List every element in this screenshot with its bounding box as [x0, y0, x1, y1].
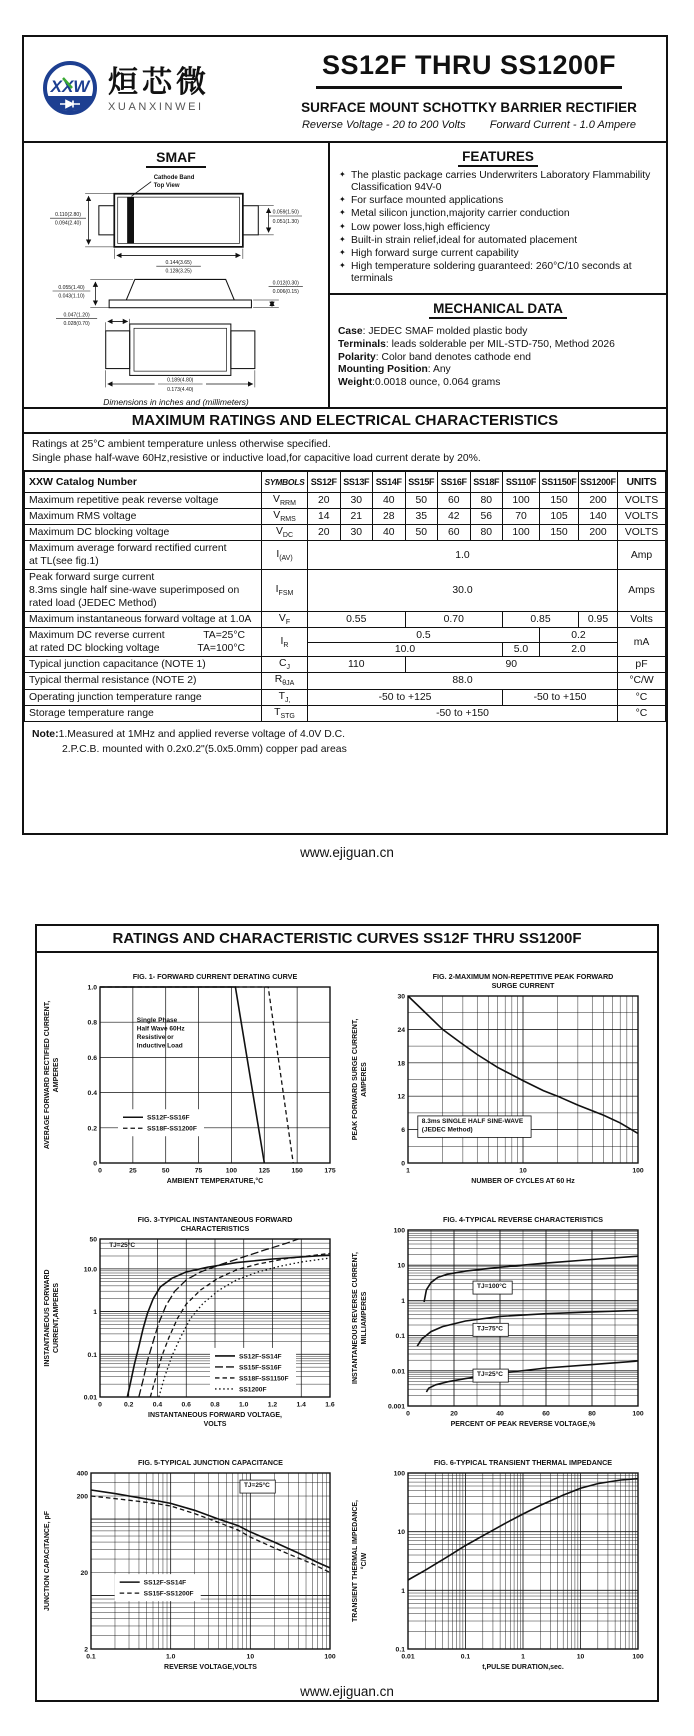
svg-text:°C/W: °C/W: [361, 1552, 368, 1570]
device-header: SS15F: [405, 472, 438, 493]
table-cell: 2.0: [540, 642, 618, 657]
svg-text:Inductive Load: Inductive Load: [136, 1042, 183, 1050]
svg-text:INSTANTANEOUS FORWARD VOLTAGE,: INSTANTANEOUS FORWARD VOLTAGE,: [148, 1412, 282, 1419]
dim-body-width-max: 0.144(3.65): [165, 260, 192, 266]
svg-text:AMPERES: AMPERES: [361, 1062, 368, 1097]
table-cell: 150: [540, 525, 579, 541]
svg-text:TJ=25°C: TJ=25°C: [243, 1482, 270, 1490]
symbols-header: SYMBOLS: [262, 472, 308, 493]
mechanical-data-heading: MECHANICAL DATA: [338, 301, 658, 318]
mechanical-item: Weight:0.0018 ounce, 0.064 grams: [338, 377, 501, 389]
svg-text:0: 0: [406, 1410, 410, 1418]
title-block: [286, 50, 652, 131]
dim-standoff-max: 0.012(0.30): [272, 280, 299, 287]
svg-text:10: 10: [397, 1262, 405, 1270]
figure-6: [348, 1455, 654, 1676]
table-cell: 70: [503, 509, 540, 525]
symbol-cell: $V_{RMS}$: [262, 509, 308, 525]
dim-body-height-max: 0.110(2.80): [55, 212, 81, 218]
unit-cell: °C: [618, 689, 666, 705]
device-header: SS110F: [503, 472, 540, 493]
svg-text:25: 25: [129, 1167, 137, 1175]
svg-text:100: 100: [225, 1167, 238, 1175]
symbol-cell: $T_{J,}$: [262, 689, 308, 705]
svg-text:SS18F-SS1200F: SS18F-SS1200F: [147, 1125, 197, 1133]
figure-4: [348, 1212, 654, 1433]
svg-text:SS12F-SS14F: SS12F-SS14F: [239, 1353, 282, 1361]
feature-item: ✦ Built-in strain relief,ideal for automated placement: [338, 235, 658, 247]
table-header-row: [25, 472, 666, 493]
svg-text:100: 100: [632, 1653, 644, 1661]
feature-item: ✦ For surface mounted applications: [338, 195, 658, 207]
svg-text:SS1200F: SS1200F: [239, 1386, 267, 1394]
page-1: [22, 35, 668, 835]
svg-text:175: 175: [324, 1167, 336, 1175]
table-cell: 60: [438, 525, 471, 541]
svg-text:FIG. 4-TYPICAL REVERSE CHARACT: FIG. 4-TYPICAL REVERSE CHARACTERISTICS: [442, 1215, 604, 1224]
svg-text:100: 100: [393, 1470, 405, 1478]
svg-text:0: 0: [93, 1160, 97, 1168]
dim-side-height-min: 0.043(1.10): [58, 293, 85, 300]
feature-item: ✦ The plastic package carries Underwriters Laboratory Flammability Classification 94V-0: [338, 170, 658, 194]
ratings-table-body: [25, 493, 666, 722]
table-cell: 10.0: [308, 642, 503, 657]
unit-cell: VOLTS: [618, 493, 666, 509]
svg-text:1.0: 1.0: [239, 1401, 249, 1409]
svg-text:30: 30: [397, 993, 405, 1001]
svg-text:100: 100: [632, 1167, 644, 1175]
logo-text: [108, 67, 210, 113]
table-cell: 150: [540, 493, 579, 509]
condition-line-1: Ratings at 25°C ambient temperature unless otherwise specified.: [32, 439, 331, 450]
fig2-chart: [348, 969, 650, 1185]
feature-item: ✦ High temperature soldering guaranteed: 260°C/10 seconds at terminals: [338, 261, 658, 285]
symbol-cell: $I_{FSM}$: [262, 570, 308, 612]
ratings-banner: MAXIMUM RATINGS AND ELECTRICAL CHARACTERISTICS: [24, 407, 666, 434]
table-cell: 1.0: [308, 541, 618, 570]
svg-text:PERCENT OF PEAK REVERSE VOLTAG: PERCENT OF PEAK REVERSE VOLTAGE,%: [450, 1421, 596, 1428]
page2-footer-url: www.ejiguan.cn: [300, 1684, 394, 1699]
forward-current-rating: Forward Current - 1.0 Ampere: [489, 118, 637, 131]
logo-chinese-name: 烜芯微: [108, 66, 210, 100]
mechanical-item: Case: JEDEC SMAF molded plastic body: [338, 325, 528, 337]
svg-text:125: 125: [258, 1167, 270, 1175]
package-and-features: [24, 141, 666, 407]
figure-5: [40, 1455, 346, 1676]
table-row: [25, 525, 666, 541]
svg-text:INSTANTANEOUS REVERSE CURRENT,: INSTANTANEOUS REVERSE CURRENT,: [352, 1252, 359, 1384]
table-cell: 50: [405, 493, 438, 509]
fig5-series: [91, 1496, 330, 1573]
ratings-tagline: [302, 119, 636, 131]
table-cell: 60: [438, 493, 471, 509]
svg-text:0.1: 0.1: [87, 1351, 97, 1359]
notes-section: [24, 722, 666, 833]
svg-text:FIG. 1- FORWARD CURRENT DERATI: FIG. 1- FORWARD CURRENT DERATING CURVE: [132, 972, 298, 981]
svg-text:100: 100: [632, 1410, 644, 1418]
top-view-label: Top View: [153, 182, 180, 189]
parameter-label-cell: Maximum DC blocking voltage: [25, 525, 262, 541]
table-row: [25, 570, 666, 612]
svg-text:20: 20: [80, 1570, 88, 1578]
svg-text:80: 80: [588, 1410, 596, 1418]
svg-text:0.1: 0.1: [460, 1653, 471, 1661]
features-list: [338, 170, 658, 285]
svg-text:8.3ms SINGLE HALF SINE-WAVE: 8.3ms SINGLE HALF SINE-WAVE: [421, 1117, 524, 1125]
mechanical-item: Mounting Position: Any: [338, 364, 451, 376]
svg-text:SURGE CURRENT: SURGE CURRENT: [491, 981, 555, 990]
dim-body-width-min: 0.128(3.25): [165, 268, 192, 275]
page1-footer-url: www.ejiguan.cn: [300, 845, 394, 860]
svg-text:SS12F-SS16F: SS12F-SS16F: [147, 1114, 190, 1122]
table-cell: 40: [373, 525, 406, 541]
svg-text:20: 20: [450, 1410, 458, 1418]
svg-text:TJ=25°C: TJ=25°C: [477, 1371, 503, 1379]
table-cell: 50: [405, 525, 438, 541]
cathode-band-label: Cathode Band: [153, 175, 195, 182]
dim-side-height-max: 0.055(1.40): [58, 284, 85, 291]
parameter-label-cell: Peak forward surge current 8.3ms single half sine-wave superimposed on rated load (JEDEC Method): [25, 570, 262, 612]
table-cell: 140: [579, 509, 618, 525]
svg-text:TJ=25°C: TJ=25°C: [109, 1241, 136, 1249]
table-cell: 21: [340, 509, 373, 525]
svg-text:NUMBER OF CYCLES AT 60 Hz: NUMBER OF CYCLES AT 60 Hz: [471, 1178, 575, 1185]
table-cell: 100: [503, 525, 540, 541]
table-cell: 42: [438, 509, 471, 525]
svg-text:1: 1: [93, 1309, 97, 1317]
table-cell: 35: [405, 509, 438, 525]
feature-item: ✦ Low power loss,high efficiency: [338, 222, 658, 234]
svg-text:REVERSE VOLTAGE,VOLTS: REVERSE VOLTAGE,VOLTS: [164, 1664, 257, 1671]
symbol-cell: $V_{RRM}$: [262, 493, 308, 509]
table-cell: 30: [340, 493, 373, 509]
svg-text:1: 1: [401, 1297, 405, 1305]
note-line-1: Note:1.Measured at 1MHz and applied reverse voltage of 4.0V D.C.: [32, 728, 346, 740]
page-2: [35, 924, 659, 1702]
table-cell: -50 to +150: [308, 705, 618, 721]
figure-2: [348, 969, 654, 1190]
svg-text:0: 0: [401, 1160, 405, 1168]
dim-pad-width-max: 0.047(1.20): [63, 312, 90, 319]
parameter-label-cell: Typical junction capacitance (NOTE 1): [25, 657, 262, 673]
table-cell: 20: [308, 493, 341, 509]
svg-text:1: 1: [521, 1653, 525, 1661]
table-row: [25, 628, 666, 643]
unit-cell: mA: [618, 628, 666, 657]
table-cell: 0.2: [540, 628, 618, 643]
svg-text:PEAK FORWARD SURGE CURRENT,: PEAK FORWARD SURGE CURRENT,: [352, 1018, 359, 1141]
symbol-cell: $V_F$: [262, 612, 308, 628]
unit-cell: VOLTS: [618, 509, 666, 525]
svg-text:0.8: 0.8: [87, 1019, 97, 1027]
fig4-chart: [348, 1212, 650, 1428]
table-row: [25, 657, 666, 673]
svg-text:75: 75: [194, 1167, 203, 1175]
unit-cell: Volts: [618, 612, 666, 628]
svg-text:18: 18: [397, 1060, 405, 1068]
svg-text:6: 6: [401, 1127, 405, 1135]
feature-item: ✦ High forward surge current capability: [338, 248, 658, 260]
svg-text:TJ=75°C: TJ=75°C: [477, 1325, 503, 1333]
svg-text:FIG. 2-MAXIMUM NON-REPETITIVE: FIG. 2-MAXIMUM NON-REPETITIVE PEAK FORWARD: [432, 972, 614, 981]
svg-text:Resistive or: Resistive or: [136, 1034, 174, 1042]
device-header: SS18F: [470, 472, 503, 493]
dim-standoff-min: 0.006(0.15): [272, 289, 299, 296]
svg-text:CURRENT,AMPERES: CURRENT,AMPERES: [53, 1282, 60, 1354]
svg-text:0.8: 0.8: [210, 1401, 220, 1409]
unit-cell: °C/W: [618, 673, 666, 689]
fig1-series: [100, 987, 264, 1163]
table-cell: 80: [470, 493, 503, 509]
table-cell: 0.95: [579, 612, 618, 628]
svg-text:FIG. 5-TYPICAL JUNCTION CAPACI: FIG. 5-TYPICAL JUNCTION CAPACITANCE: [138, 1458, 283, 1467]
device-header: SS1150F: [540, 472, 579, 493]
figure-1: [40, 969, 346, 1190]
catalog-number-header: XXW Catalog Number: [25, 472, 262, 493]
svg-text:40: 40: [496, 1410, 504, 1418]
svg-text:100: 100: [324, 1653, 336, 1661]
curves-banner: RATINGS AND CHARACTERISTIC CURVES SS12F THRU SS1200F: [37, 926, 657, 953]
unit-cell: VOLTS: [618, 525, 666, 541]
svg-text:10: 10: [246, 1653, 255, 1661]
unit-cell: Amp: [618, 541, 666, 570]
parameter-label-cell: Maximum RMS voltage: [25, 509, 262, 525]
parameter-label-cell: Storage temperature range: [25, 705, 262, 721]
table-cell: 5.0: [503, 642, 540, 657]
table-cell: 80: [470, 525, 503, 541]
table-cell: 28: [373, 509, 406, 525]
svg-text:0: 0: [98, 1401, 102, 1409]
table-cell: 20: [308, 525, 341, 541]
svg-text:0.1: 0.1: [86, 1653, 96, 1661]
features-mechanical-panel: [330, 143, 666, 407]
table-cell: 88.0: [308, 673, 618, 689]
dim-lead-height-max: 0.059(1.50): [272, 209, 299, 216]
device-header: SS12F: [308, 472, 341, 493]
svg-text:10.0: 10.0: [83, 1266, 97, 1274]
svg-text:10: 10: [576, 1653, 585, 1661]
company-logo: [38, 58, 286, 122]
feature-item: ✦ Metal silicon junction,majority carrier conduction: [338, 208, 658, 220]
svg-text:1.2: 1.2: [267, 1401, 278, 1409]
svg-text:SS15F-SS1200F: SS15F-SS1200F: [143, 1590, 194, 1598]
svg-text:0.4: 0.4: [87, 1090, 97, 1098]
table-row: [25, 705, 666, 721]
table-cell: 110: [308, 657, 406, 673]
reverse-voltage-range: Reverse Voltage - 20 to 200 Volts: [301, 118, 466, 131]
svg-text:SS18F-SS1150F: SS18F-SS1150F: [239, 1375, 289, 1383]
svg-text:AVERAGE FORWARD RECTIFIED CURR: AVERAGE FORWARD RECTIFIED CURRENT,: [44, 1000, 51, 1150]
table-cell: 90: [405, 657, 618, 673]
parameter-label-cell: Maximum repetitive peak reverse voltage: [25, 493, 262, 509]
figure-3: [40, 1212, 346, 1433]
units-header: UNITS: [618, 472, 666, 493]
mechanical-data-list: [338, 326, 658, 390]
dim-total-width-max: 0.189(4.80): [167, 377, 194, 384]
fig1-chart: [40, 969, 342, 1185]
table-cell: 30.0: [308, 570, 618, 612]
svg-text:150: 150: [291, 1167, 303, 1175]
svg-text:INSTANTANEOUS FORWARD: INSTANTANEOUS FORWARD: [44, 1269, 51, 1367]
svg-text:1.6: 1.6: [325, 1401, 335, 1409]
svg-text:1: 1: [406, 1167, 410, 1175]
svg-text:AMPERES: AMPERES: [53, 1057, 60, 1093]
logo-latin-name: XUANXINWEI: [108, 100, 204, 113]
table-cell: 200: [579, 493, 618, 509]
svg-text:100: 100: [393, 1227, 405, 1235]
svg-text:SS12F-SS14F: SS12F-SS14F: [143, 1579, 187, 1587]
table-cell: 0.70: [405, 612, 503, 628]
table-row: [25, 612, 666, 628]
features-section: [330, 143, 666, 295]
svg-text:TRANSIENT THERMAL IMPEDANCE,: TRANSIENT THERMAL IMPEDANCE,: [352, 1500, 359, 1622]
svg-text:50: 50: [89, 1236, 97, 1244]
table-row: [25, 673, 666, 689]
svg-text:FIG. 3-TYPICAL INSTANTANEOUS F: FIG. 3-TYPICAL INSTANTANEOUS FORWARD: [137, 1215, 293, 1224]
dim-lead-height-min: 0.051(1.30): [272, 218, 299, 225]
fig3-chart: [40, 1212, 342, 1428]
package-name: SMAF: [146, 149, 206, 168]
table-cell: 0.55: [308, 612, 406, 628]
svg-text:0.01: 0.01: [83, 1394, 97, 1402]
svg-text:Half Wave 60Hz: Half Wave 60Hz: [136, 1025, 185, 1033]
device-header: SS13F: [340, 472, 373, 493]
mechanical-data-section: [330, 295, 666, 390]
svg-text:1.4: 1.4: [296, 1401, 306, 1409]
dim-total-width-min: 0.173(4.40): [167, 386, 194, 393]
parameter-label-cell: Maximum DC reverse current TA=25°C at rated DC blocking voltage TA=100°C: [25, 628, 262, 657]
symbol-cell: $R_{\theta JA}$: [262, 673, 308, 689]
svg-text:VOLTS: VOLTS: [203, 1421, 227, 1428]
svg-text:0.1: 0.1: [395, 1333, 405, 1341]
table-row: [25, 689, 666, 705]
svg-text:200: 200: [76, 1493, 88, 1501]
svg-text:1.0: 1.0: [87, 984, 97, 992]
svg-text:24: 24: [397, 1026, 405, 1034]
table-cell: 0.5: [308, 628, 540, 643]
parameter-label-cell: Maximum instantaneous forward voltage at 1.0A: [25, 612, 262, 628]
fig4-series: [426, 1361, 638, 1392]
svg-text:MILLIAMPERES: MILLIAMPERES: [361, 1291, 368, 1345]
symbol-cell: $I_{(AV)}$: [262, 541, 308, 570]
device-header: SS14F: [373, 472, 406, 493]
mechanical-item: Polarity: Color band denotes cathode end: [338, 351, 531, 363]
unit-cell: pF: [618, 657, 666, 673]
svg-text:60: 60: [542, 1410, 550, 1418]
svg-text:1.0: 1.0: [165, 1653, 176, 1661]
svg-text:t,PULSE DURATION,sec.: t,PULSE DURATION,sec.: [482, 1664, 564, 1671]
svg-text:(JEDEC Method): (JEDEC Method): [421, 1126, 473, 1134]
parameter-label-cell: Maximum average forward rectified current at TL(see fig.1): [25, 541, 262, 570]
svg-text:1: 1: [401, 1587, 405, 1595]
table-row: [25, 493, 666, 509]
svg-text:10: 10: [519, 1167, 527, 1175]
package-outline-panel: [24, 143, 330, 407]
table-row: [25, 509, 666, 525]
svg-text:FIG. 6-TYPICAL TRANSIENT THERM: FIG. 6-TYPICAL TRANSIENT THERMAL IMPEDANCE: [433, 1458, 613, 1467]
table-cell: 105: [540, 509, 579, 525]
svg-text:0.6: 0.6: [87, 1054, 97, 1062]
device-description: SURFACE MOUNT SCHOTTKY BARRIER RECTIFIER: [301, 99, 637, 115]
condition-line-2: Single phase half-wave 60Hz,resistive or inductive load,for capacitive load current derate by 20%.: [32, 452, 481, 464]
svg-text:10: 10: [397, 1529, 405, 1537]
logo-xxw-text: XXW: [50, 77, 90, 96]
ratings-table: [24, 471, 666, 722]
svg-text:400: 400: [76, 1470, 88, 1478]
features-heading: FEATURES: [338, 149, 658, 164]
svg-text:CHARACTERISTICS: CHARACTERISTICS: [180, 1224, 250, 1233]
unit-cell: °C: [618, 705, 666, 721]
svg-text:0.001: 0.001: [387, 1403, 405, 1411]
svg-text:0.01: 0.01: [401, 1653, 415, 1661]
parameter-label-cell: Operating junction temperature range: [25, 689, 262, 705]
dim-body-height-min: 0.094(2.40): [54, 220, 82, 227]
symbol-cell: $V_{DC}$: [262, 525, 308, 541]
device-header: SS1200F: [579, 472, 618, 493]
unit-cell: Amps: [618, 570, 666, 612]
svg-text:0.2: 0.2: [124, 1401, 134, 1409]
device-header: SS16F: [438, 472, 471, 493]
table-cell: 0.85: [503, 612, 579, 628]
table-cell: 200: [579, 525, 618, 541]
symbol-cell: $C_J$: [262, 657, 308, 673]
svg-text:SS15F-SS16F: SS15F-SS16F: [239, 1364, 282, 1372]
figures-grid: [37, 953, 657, 1676]
dim-pad-width-min: 0.028(0.70): [63, 320, 90, 327]
svg-text:0.01: 0.01: [391, 1368, 405, 1376]
svg-text:12: 12: [397, 1093, 405, 1101]
table-cell: 56: [470, 509, 503, 525]
mechanical-item: Terminals: leads solderable per MIL-STD-750, Method 2026: [338, 338, 615, 350]
header: [24, 37, 666, 141]
svg-text:TJ=100°C: TJ=100°C: [477, 1283, 507, 1291]
parameter-label-cell: Typical thermal resistance (NOTE 2): [25, 673, 262, 689]
table-cell: 30: [340, 525, 373, 541]
table-cell: 14: [308, 509, 341, 525]
part-number-title: SS12F THRU SS1200F: [316, 50, 622, 89]
svg-text:Single Phase: Single Phase: [136, 1017, 178, 1025]
symbol-cell: $I_R$: [262, 628, 308, 657]
svg-text:0.1: 0.1: [395, 1646, 405, 1654]
svg-text:0.4: 0.4: [152, 1401, 163, 1409]
table-cell: -50 to +125: [308, 689, 503, 705]
svg-text:0: 0: [98, 1167, 102, 1175]
table-row: [25, 541, 666, 570]
fig6-chart: [348, 1455, 650, 1671]
package-outline-drawing: [28, 168, 324, 396]
svg-text:JUNCTION CAPACITANCE, pF: JUNCTION CAPACITANCE, pF: [44, 1510, 51, 1612]
note-line-2: 2.P.C.B. mounted with 0.2x0.2"(5.0x5.0mm) copper pad areas: [62, 744, 347, 756]
svg-text:2: 2: [84, 1646, 88, 1654]
table-cell: -50 to +150: [503, 689, 618, 705]
ratings-conditions: [24, 434, 666, 471]
svg-text:AMBIENT TEMPERATURE,°C: AMBIENT TEMPERATURE,°C: [166, 1178, 264, 1185]
package-caption: Dimensions in inches and (millimeters): [103, 397, 249, 407]
svg-text:0.6: 0.6: [181, 1401, 191, 1409]
svg-text:50: 50: [161, 1167, 170, 1175]
svg-text:0.2: 0.2: [87, 1125, 97, 1133]
xxw-logo-icon: [38, 58, 102, 122]
table-cell: 40: [373, 493, 406, 509]
table-cell: 100: [503, 493, 540, 509]
fig5-chart: [40, 1455, 342, 1671]
symbol-cell: $T_{STG}$: [262, 705, 308, 721]
